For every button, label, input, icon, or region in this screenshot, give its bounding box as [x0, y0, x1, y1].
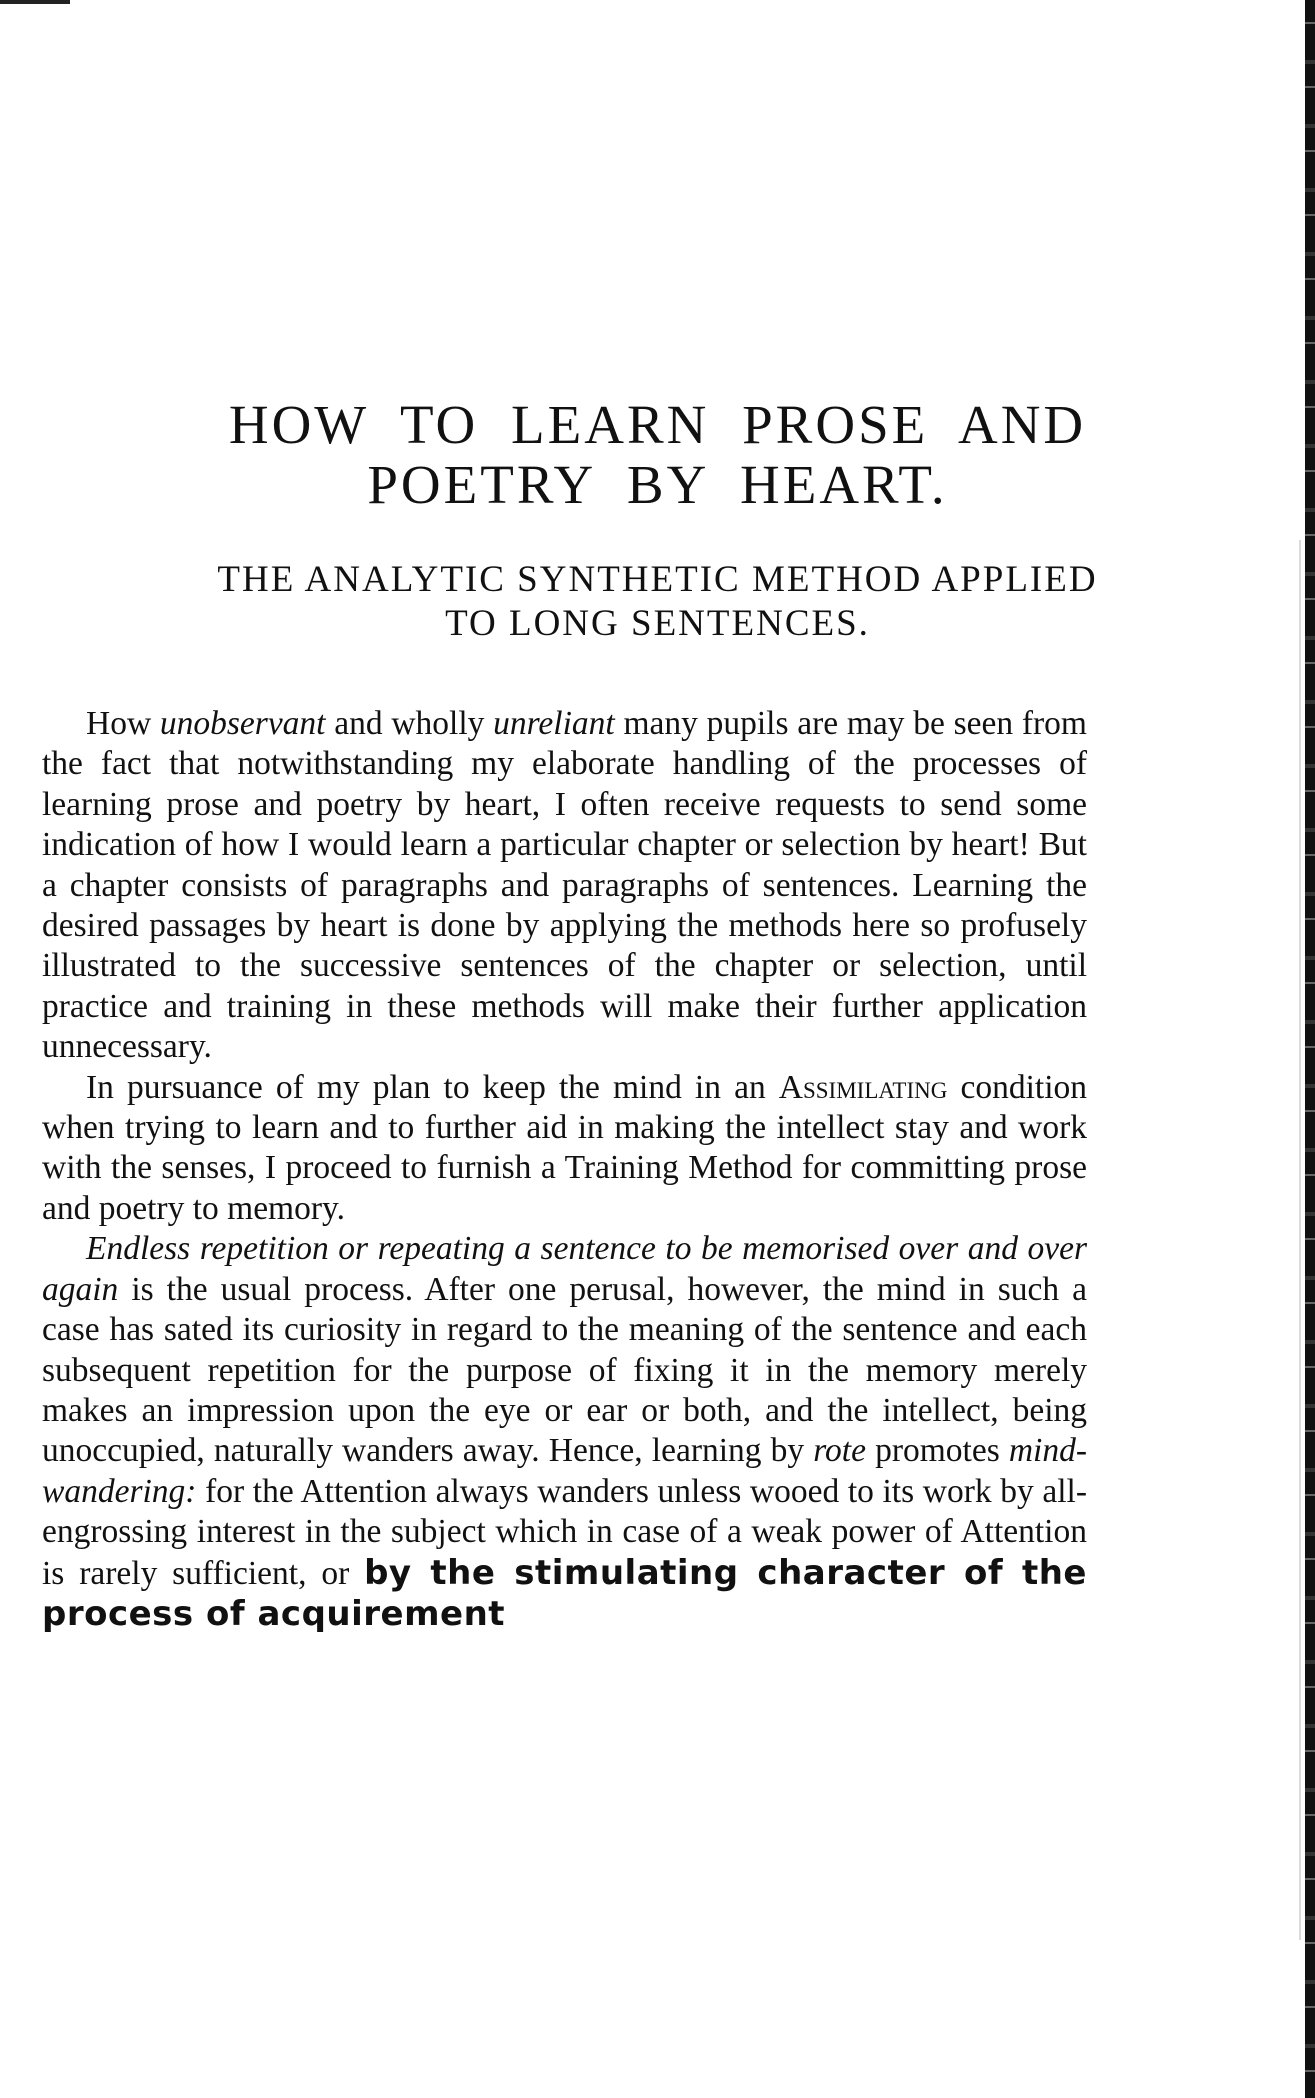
top-edge-mark — [0, 0, 70, 4]
text-run: promotes — [865, 1432, 1009, 1470]
text-run: for the Attention always wanders unless wooed to its work by all-engrossing interest in the subject which in case of a weak power of Attention is rarely sufficient, or — [42, 1472, 1087, 1592]
paragraph-2 — [42, 1068, 1087, 1230]
page-title — [0, 395, 1315, 515]
page-title-line-1: HOW TO LEARN PROSE AND — [228, 394, 1087, 455]
text-run: How — [86, 705, 160, 742]
body-text — [42, 704, 1087, 1635]
small-caps-term: Assimilating — [778, 1068, 948, 1106]
page-edge-shadow — [1305, 0, 1315, 2098]
text-run: many pupils are may be seen from the fact that notwithstanding my elaborate handling of the processes of learning prose and poetry by heart, I often receive requests to send some indication of how I would learn a particular chapter or selection by heart! But a chapter consists of paragraphs and paragraphs of sentences. Learning the desired passages by heart is done by applying the methods here so profusely illustrated to the successive sentences of the chapter or selection, until practice and training in these methods will make their further application unnecessary. — [42, 705, 1087, 1066]
italic-term: mind-wandering: — [42, 1432, 1087, 1510]
text-run: and wholly — [325, 705, 494, 742]
paragraph-1 — [42, 704, 1087, 1068]
text-run: condition when trying to learn and to further aid in making the intellect stay and work with the senses, I proceed to furnish a Training Method for committing prose and poetry to memory. — [42, 1068, 1087, 1227]
italic-phrase: Endless repetition or repeating a sentence to be memorised over and over again — [42, 1230, 1087, 1308]
bold-phrase: by the stimulating character of the process of acquirement — [42, 1552, 1087, 1634]
text-run: In pursuance of my plan to keep the mind in an — [86, 1068, 779, 1106]
paragraph-3 — [42, 1229, 1087, 1635]
section-heading-line-1: THE ANALYTIC SYNTHETIC METHOD APPLIED — [217, 559, 1098, 600]
italic-term: unreliant — [493, 705, 615, 742]
section-heading — [0, 558, 1315, 646]
italic-term: unobservant — [159, 705, 326, 742]
page-edge-line — [1299, 540, 1301, 1940]
section-heading-line-2: TO LONG SENTENCES. — [445, 603, 870, 644]
page-title-line-2: POETRY BY HEART. — [367, 454, 948, 515]
text-run: is the usual process. After one perusal, however, the mind in such a case has sated its curiosity in regard to the meaning of the sentence and each subsequent repetition for the purpose of fixing it in the memory merely makes an impression upon the eye or ear or both, and the intellect, being unoccupied, naturally wanders away. Hence, learning by — [42, 1270, 1087, 1470]
italic-term: rote — [813, 1432, 866, 1470]
